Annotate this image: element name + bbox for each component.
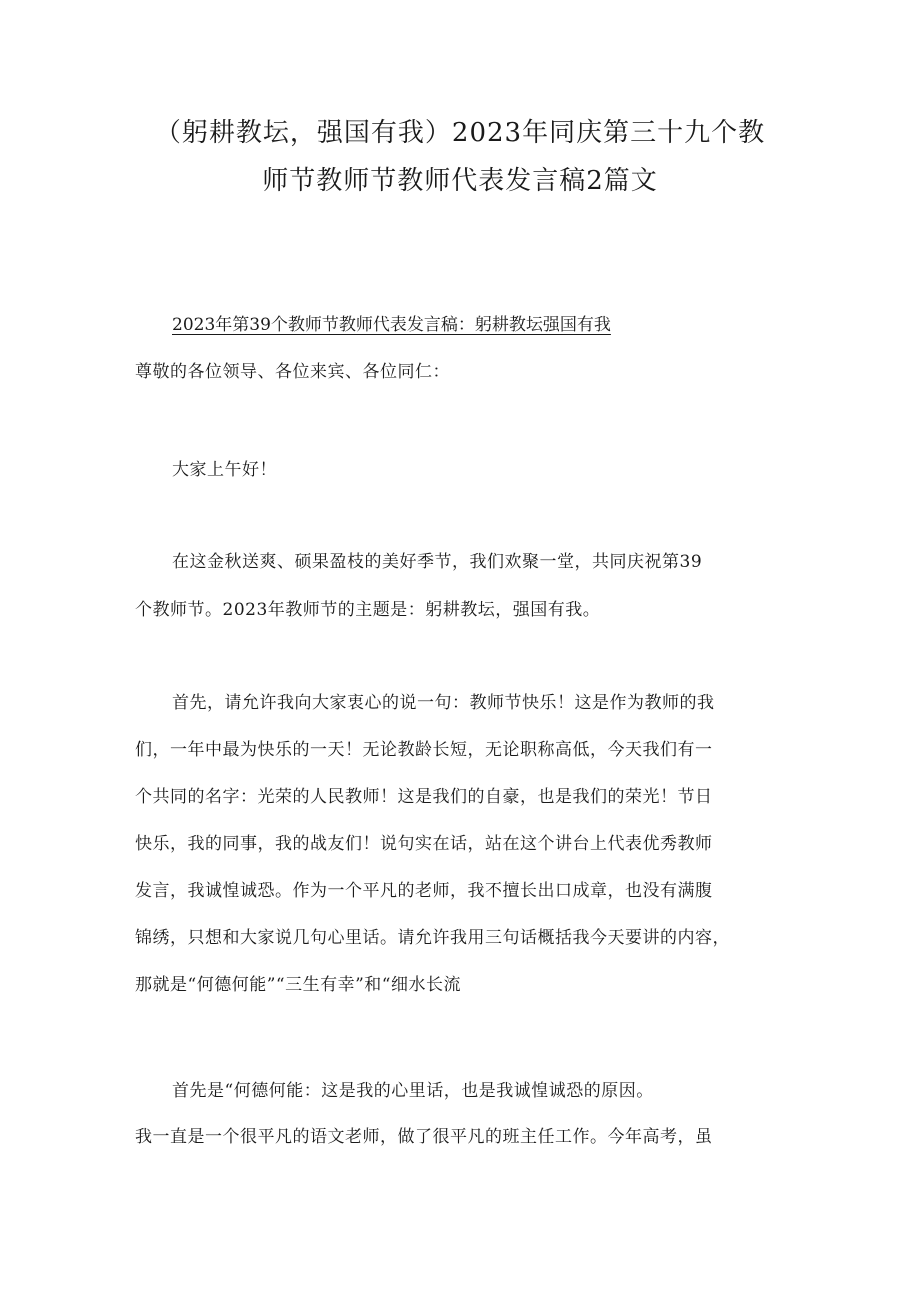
greeting-line: 尊敬的各位领导、各位来宾、各位同仁： <box>135 362 450 382</box>
paragraph-1-line: 个教师节。2023年教师节的主题是：躬耕教坛，强国有我。 <box>135 600 601 620</box>
paragraph-2-line: 发言，我诚惶诚恐。作为一个平凡的老师，我不擅长出口成章，也没有满腹 <box>135 881 713 901</box>
speech-subtitle: 2023年第39个教师节教师代表发言稿：躬耕教坛强国有我 <box>172 315 611 335</box>
paragraph-1-line: 在这金秋送爽、硕果盈枝的美好季节，我们欢聚一堂，共同庆祝第39 <box>172 552 703 572</box>
document-title-line-1: （躬耕教坛，强国有我）2023年同庆第三十九个教 <box>154 118 766 148</box>
paragraph-2-line: 首先，请允许我向大家衷心的说一句：教师节快乐！这是作为教师的我 <box>172 693 715 713</box>
paragraph-2-line: 个共同的名字：光荣的人民教师！这是我们的自豪，也是我们的荣光！节日 <box>135 787 713 807</box>
paragraph-3-line: 我一直是一个很平凡的语文老师，做了很平凡的班主任工作。今年高考，虽 <box>135 1127 713 1147</box>
paragraph-2-line: 那就是“何德何能”“三生有幸”和“细水长流 <box>135 975 461 995</box>
hello-line: 大家上午好！ <box>172 460 277 480</box>
paragraph-2-line: 锦绣，只想和大家说几句心里话。请允许我用三句话概括我今天要讲的内容， <box>135 928 730 948</box>
document-title-line-2: 师节教师节教师代表发言稿2篇文 <box>262 166 658 196</box>
paragraph-3-line: 首先是“何德何能：这是我的心里话，也是我诚惶诚恐的原因。 <box>172 1081 654 1101</box>
paragraph-2-line: 们，一年中最为快乐的一天！无论教龄长短，无论职称高低，今天我们有一 <box>135 740 713 760</box>
paragraph-2-line: 快乐，我的同事，我的战友们！说句实在话，站在这个讲台上代表优秀教师 <box>135 834 713 854</box>
